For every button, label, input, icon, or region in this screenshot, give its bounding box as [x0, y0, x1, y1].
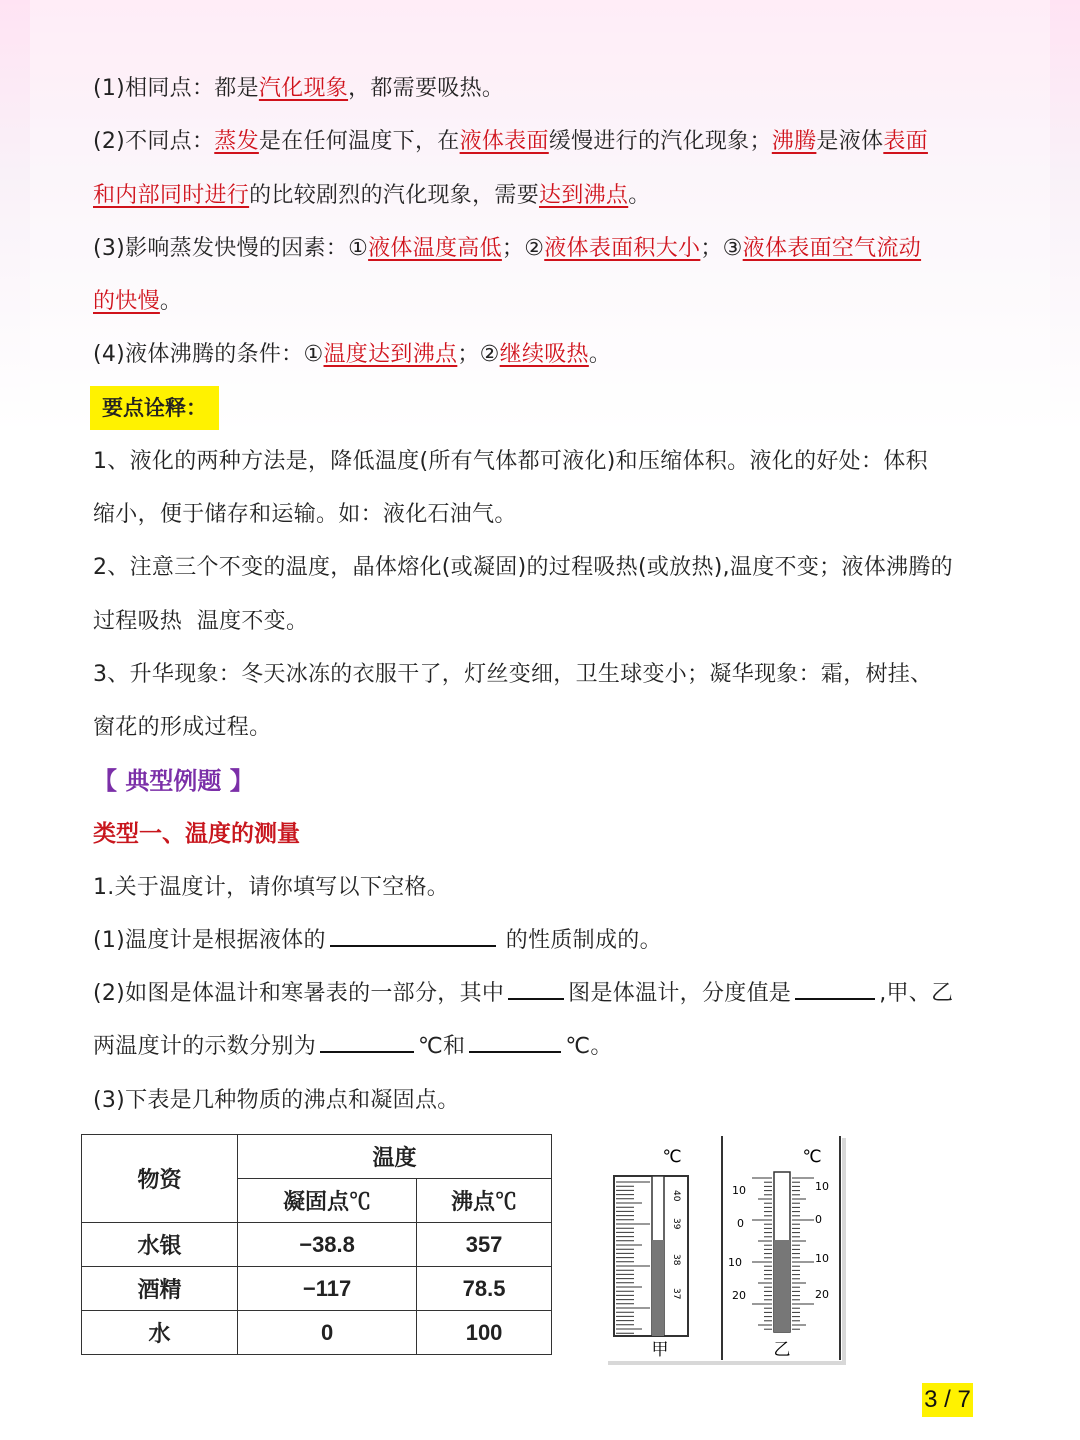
thermometer-figure	[604, 1132, 850, 1366]
text: (1)温度计是根据液体的	[93, 927, 326, 953]
answer-underlined: 蒸发	[214, 129, 259, 155]
header-freezing-point: 凝固点℃	[238, 1179, 417, 1223]
question-1-sub-3: (3)下表是几种物质的沸点和凝固点。	[93, 1087, 460, 1113]
figure-shadow	[842, 1138, 846, 1364]
point-2-line-2	[93, 169, 993, 222]
yi-left-label: 0	[737, 1217, 744, 1230]
jia-liquid-column	[652, 1240, 664, 1336]
table-row	[82, 1223, 552, 1267]
text: ℃和	[418, 1034, 466, 1060]
yi-left-label: 10	[732, 1184, 746, 1197]
yi-left-label: 10	[728, 1256, 742, 1269]
yi-right-label: 20	[815, 1288, 829, 1301]
text: ℃。	[565, 1034, 613, 1060]
answer-blank[interactable]	[330, 923, 496, 947]
question-1-sub-2-line-2	[93, 1020, 993, 1073]
jia-tick-label: 39	[671, 1218, 681, 1230]
question-1-title: 1.关于温度计，请你填写以下空格。	[93, 874, 450, 900]
answer-blank[interactable]	[508, 976, 564, 1000]
answer-underlined: 汽化现象	[258, 76, 349, 101]
text: 图是体温计，分度值是	[568, 981, 792, 1007]
table-row	[82, 1267, 552, 1311]
document-body	[93, 62, 993, 1127]
note-3-line-2: 窗花的形成过程。	[93, 715, 272, 741]
text: 缓慢进行的汽化现象；	[548, 129, 772, 155]
point-3-line-1	[93, 222, 993, 275]
row-name: 水银	[82, 1223, 238, 1267]
header-substance: 物资	[82, 1135, 238, 1223]
answer-underlined: 液体温度高低	[368, 235, 502, 261]
text: 。	[159, 289, 183, 315]
note-3-line-1: 3、升华现象：冬天冰冻的衣服干了，灯丝变细，卫生球变小；凝华现象：霜，树挂、	[93, 661, 933, 687]
text: (2)如图是体温计和寒暑表的一部分，其中	[93, 981, 505, 1007]
answer-underlined: 和内部同时进行	[93, 182, 250, 208]
row-freeze: 0	[238, 1311, 417, 1355]
examples-heading: 【 典型例题 】	[93, 766, 254, 795]
answer-underlined: 液体表面空气流动	[742, 235, 922, 261]
text: 是在任何温度下，在	[258, 129, 460, 155]
note-1-line-1: 1、液化的两种方法是，降低温度(所有气体都可液化)和压缩体积。液化的好处：体积	[93, 448, 928, 474]
point-3-line-2	[93, 275, 993, 328]
text: 。	[588, 342, 612, 368]
page-indicator: 3 / 7	[922, 1383, 973, 1417]
jia-tick-label: 38	[671, 1254, 681, 1266]
figure-shadow	[608, 1361, 846, 1365]
header-boiling-point: 沸点℃	[417, 1179, 552, 1223]
text: (4)液体沸腾的条件：①	[93, 342, 324, 368]
row-name: 水	[82, 1311, 238, 1355]
row-boil: 100	[417, 1311, 552, 1355]
answer-underlined: 液体表面积大小	[544, 235, 701, 261]
text: 。	[628, 182, 651, 208]
row-freeze: −117	[238, 1267, 417, 1311]
text: 两温度计的示数分别为	[93, 1034, 317, 1060]
jia-label: 甲	[651, 1340, 669, 1360]
yi-label: 乙	[773, 1340, 791, 1360]
question-1-sub-2-line-1	[93, 967, 993, 1020]
answer-underlined: 达到沸点	[539, 182, 629, 208]
answer-underlined: 沸腾	[771, 129, 817, 155]
text: ；③	[700, 235, 743, 261]
answer-underlined: 表面	[883, 129, 928, 155]
text: ；②	[501, 235, 545, 261]
text: ，都需要吸热。	[348, 76, 505, 101]
note-2-line-1: 2、注意三个不变的温度，晶体熔化(或凝固)的过程吸热(或放热),温度不变；液体沸腾的	[93, 555, 953, 581]
row-name: 酒精	[82, 1267, 238, 1311]
point-2-line-1	[93, 115, 993, 168]
type-1-heading: 类型一、温度的测量	[93, 820, 300, 847]
text: ,甲、乙	[879, 981, 954, 1007]
yi-unit: ℃	[802, 1147, 822, 1167]
point-1	[93, 62, 993, 115]
answer-blank[interactable]	[320, 1029, 414, 1053]
answer-underlined: 继续吸热	[499, 342, 589, 368]
yi-left-label: 20	[732, 1289, 746, 1302]
row-boil: 78.5	[417, 1267, 552, 1311]
key-points-heading-row	[93, 382, 993, 435]
jia-tick-label: 37	[671, 1288, 681, 1300]
key-points-heading: 要点诠释：	[90, 386, 219, 430]
row-freeze: −38.8	[238, 1223, 417, 1267]
jia-unit: ℃	[662, 1147, 682, 1167]
row-boil: 357	[417, 1223, 552, 1267]
answer-underlined: 的快慢	[93, 289, 160, 315]
answer-blank[interactable]	[795, 976, 875, 1000]
note-2-line-2: 过程吸热 温度不变。	[93, 608, 309, 634]
table-row	[82, 1311, 552, 1355]
text: (1)相同点：都是	[93, 76, 259, 101]
text: 的比较剧烈的汽化现象，需要	[249, 182, 540, 208]
text: 是液体	[816, 129, 884, 155]
thermometer-figure-svg	[604, 1132, 850, 1366]
jia-tick-label: 40	[671, 1190, 681, 1202]
yi-right-label: 0	[815, 1213, 822, 1226]
point-4	[93, 328, 993, 381]
text: (2)不同点：	[93, 129, 215, 155]
answer-blank[interactable]	[469, 1029, 561, 1053]
answer-underlined: 温度达到沸点	[323, 342, 458, 368]
question-1-sub-1	[93, 914, 993, 967]
figure-background	[604, 1132, 850, 1366]
note-1-line-2: 缩小，便于储存和运输。如：液化石油气。	[93, 502, 517, 528]
yi-right-label: 10	[815, 1180, 829, 1193]
text: (3)影响蒸发快慢的因素：①	[93, 235, 369, 261]
substance-temperature-table	[81, 1134, 552, 1355]
yi-right-label: 10	[815, 1252, 829, 1265]
yi-liquid-column	[774, 1240, 790, 1332]
text: ；②	[457, 342, 500, 368]
header-temperature: 温度	[238, 1135, 552, 1179]
answer-underlined: 液体表面	[459, 129, 549, 155]
text: 的性质制成的。	[505, 927, 662, 953]
